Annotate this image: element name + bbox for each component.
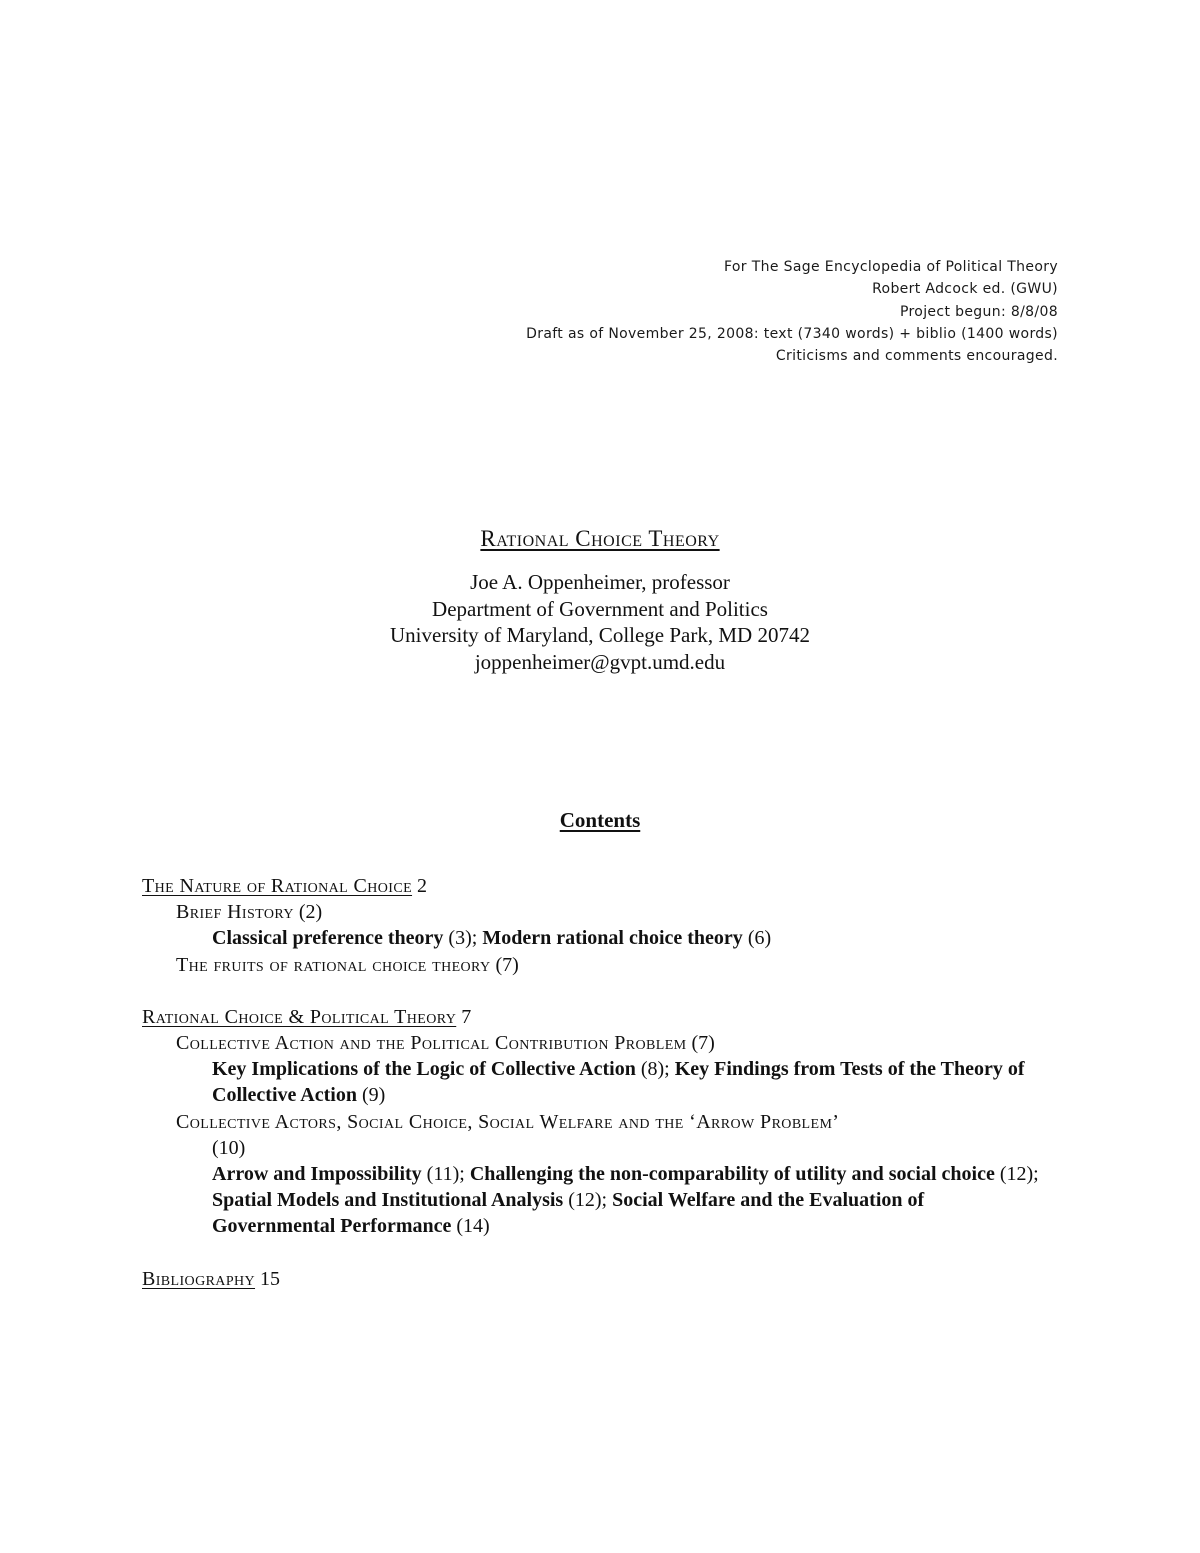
toc-page-number: (9) (356, 1084, 386, 1107)
toc-page-number: (10) (212, 1136, 246, 1159)
header-note-line: Project begun: 8/8/08 (899, 303, 1058, 320)
contents-heading: Contents (559, 808, 641, 832)
toc-subsection-title: The fruits of rational choice theory (176, 953, 491, 976)
toc-page-number: (7) (686, 1032, 715, 1055)
toc-page-number: (8); (635, 1058, 675, 1081)
toc-items (142, 925, 1042, 951)
toc-item-title: Spatial Models and Institutional Analysis (212, 1189, 564, 1212)
author-name: Joe A. Oppenheimer, professor (470, 570, 730, 594)
toc-item-title: Key Findings from Tests of the Theory of Collective Action (212, 1058, 1025, 1107)
toc-page-number: (6) (742, 927, 772, 950)
toc-page-number: 7 (456, 1005, 472, 1028)
author-department: Department of Government and Politics (432, 596, 768, 621)
toc-page-number: (14) (451, 1215, 490, 1238)
author-email: joppenheimer@gvpt.umd.edu (474, 649, 726, 674)
author-university: University of Maryland, College Park, MD 20742 (390, 623, 810, 647)
header-note-line: Draft as of November 25, 2008: text (7340 words) + biblio (1400 words) (526, 325, 1058, 342)
toc-section-title: Rational Choice & Political Theory (142, 1005, 457, 1028)
author-info (0, 569, 1200, 675)
toc-item-title: Modern rational choice theory (482, 927, 743, 950)
toc-page-number: 2 (412, 875, 428, 897)
toc-subsection (142, 899, 1042, 925)
toc-subsection (142, 1109, 1042, 1161)
header-note (526, 256, 1058, 367)
table-of-contents (142, 873, 1042, 1292)
toc-subsection (142, 952, 1042, 978)
toc-subsection-title: Brief History (176, 901, 294, 924)
spacer (142, 978, 1042, 1004)
toc-page-number: (2) (293, 901, 323, 924)
toc-page-number: (11); (421, 1163, 470, 1186)
toc-page-number: (12); (563, 1189, 613, 1212)
document-title: Rational Choice Theory (480, 526, 720, 551)
toc-page-number: (3); (443, 927, 483, 950)
header-note-line: Robert Adcock ed. (GWU) (872, 281, 1058, 298)
toc-item-title: Key Implications of the Logic of Collective Action (212, 1058, 636, 1081)
toc-items (142, 1056, 1042, 1108)
toc-subsection (142, 1030, 1042, 1056)
toc-item-title: Classical preference theory (212, 927, 444, 950)
spacer (142, 1240, 1042, 1266)
toc-item-title: Social Welfare and the Evaluation of Governmental Performance (212, 1189, 925, 1238)
toc-section (142, 873, 1042, 899)
toc-subsection-title: Collective Action and the Political Contribution Problem (176, 1032, 687, 1055)
header-note-line: Criticisms and comments encouraged. (775, 348, 1058, 365)
toc-section (142, 1266, 1042, 1292)
toc-page-number: (7) (490, 953, 519, 976)
toc-section (142, 1004, 1042, 1030)
toc-item-title: Arrow and Impossibility (212, 1163, 422, 1186)
toc-page-number: 15 (255, 1267, 281, 1290)
toc-items (142, 1161, 1042, 1240)
toc-section-title: Bibliography (142, 1267, 256, 1290)
toc-item-title: Challenging the non-comparability of utility and social choice (469, 1163, 995, 1186)
toc-subsection-title: Collective Actors, Social Choice, Social Welfare and the ‘Arrow Problem’ (176, 1110, 840, 1133)
toc-page-number: (12); (994, 1163, 1039, 1186)
toc-section-title: The Nature of Rational Choice (142, 875, 413, 897)
title-block (0, 522, 1200, 675)
header-note-line: For The Sage Encyclopedia of Political Theory (723, 259, 1058, 275)
